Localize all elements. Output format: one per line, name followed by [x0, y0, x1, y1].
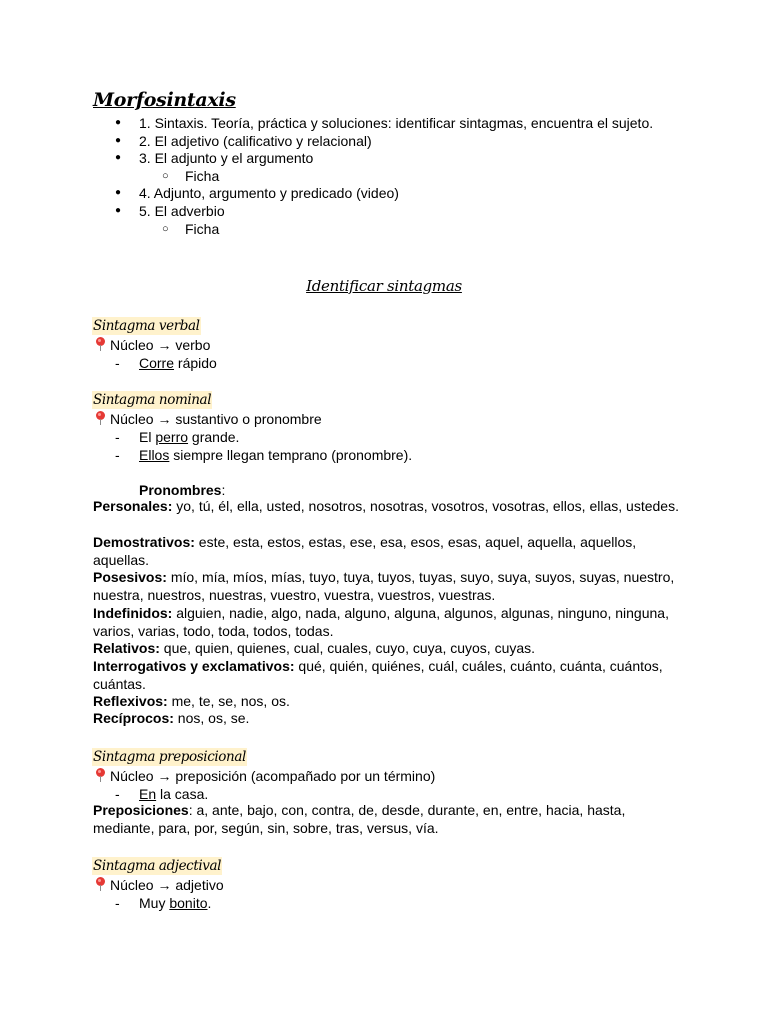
- nucleus-text: Núcleo → adjetivo: [110, 877, 224, 893]
- example-line: [139, 785, 208, 803]
- pronoun-category: [93, 569, 683, 604]
- list-item: 4. Adjunto, argumento y predicado (video): [139, 185, 399, 201]
- pronoun-list: me, te, se, nos, os.: [167, 693, 290, 709]
- bullet-icon: ●: [115, 117, 122, 128]
- dash-icon: -: [115, 447, 120, 463]
- pushpin-icon: [93, 876, 110, 892]
- document-title: Morfosintaxis: [93, 89, 236, 111]
- sub-bullet-icon: ○: [162, 170, 169, 182]
- nucleus-line: [93, 336, 210, 354]
- bullet-icon: ●: [115, 205, 122, 216]
- pronoun-category: [93, 534, 683, 569]
- nucleus-line: [93, 767, 435, 785]
- sub-list-item: Ficha: [185, 221, 220, 237]
- pronombres-label: Pronombres: [139, 482, 222, 498]
- heading-sintagma-adjectival: Sintagma adjectival: [93, 858, 222, 874]
- pronoun-category: [93, 693, 683, 711]
- example-nucleus: perro: [155, 429, 189, 445]
- pronoun-label: Demostrativos:: [93, 534, 195, 550]
- example-nucleus: Corre: [139, 355, 175, 371]
- example-nucleus: bonito: [169, 895, 208, 911]
- example-line: [139, 894, 211, 912]
- pronoun-label: Posesivos:: [93, 569, 167, 585]
- pronoun-list: mío, mía, míos, mías, tuyo, tuya, tuyos, tuyas, suyo, suya, suyos, suyas, nuestro, nuestra, nuestros, nuestras, vuestro, vuestra, vuestros, vuestras.: [93, 569, 675, 603]
- example-rest: rápido: [174, 355, 217, 371]
- pronoun-list: qué, quién, quiénes, cuál, cuáles, cuánto, cuánta, cuántos, cuántas.: [93, 658, 663, 692]
- bullet-icon: ●: [115, 187, 122, 198]
- pronoun-list: yo, tú, él, ella, usted, nosotros, nosotras, vosotros, vosotras, ellos, ellas, ustedes.: [172, 498, 679, 514]
- nucleus-text: Núcleo → sustantivo o pronombre: [110, 411, 322, 427]
- pronoun-label: Personales:: [93, 498, 173, 514]
- heading-sintagma-verbal: Sintagma verbal: [93, 318, 200, 334]
- pronoun-label: Relativos:: [93, 640, 160, 656]
- dash-icon: -: [115, 355, 120, 371]
- pronombres-heading: [139, 481, 225, 499]
- list-item: 5. El adverbio: [139, 203, 225, 219]
- dash-icon: -: [115, 786, 120, 802]
- bullet-icon: ●: [115, 135, 122, 146]
- pronoun-category: [93, 658, 683, 693]
- pronoun-label: Interrogativos y exclamativos:: [93, 658, 295, 674]
- pronoun-label: Indefinidos:: [93, 605, 173, 621]
- example-line: [139, 354, 217, 372]
- example-rest: .: [207, 895, 212, 911]
- pronoun-label: Reflexivos:: [93, 693, 168, 709]
- pronoun-category: [93, 605, 683, 640]
- example-nucleus: Ellos: [139, 447, 170, 463]
- nucleus-text: Núcleo → preposición (acompañado por un término): [110, 768, 436, 784]
- list-item: 2. El adjetivo (calificativo y relacional): [139, 133, 372, 149]
- example-line: [139, 428, 239, 446]
- preposiciones-label: Preposiciones: [93, 802, 189, 818]
- list-item: 1. Sintaxis. Teoría, práctica y soluciones: identificar sintagmas, encuentra el sujeto.: [139, 115, 654, 131]
- section-title: Identificar sintagmas: [306, 277, 462, 295]
- pronoun-label: Recíprocos:: [93, 710, 174, 726]
- dash-icon: -: [115, 895, 120, 911]
- bullet-icon: ●: [115, 152, 122, 163]
- example-rest: grande.: [188, 429, 240, 445]
- pronoun-list: que, quien, quienes, cual, cuales, cuyo, cuya, cuyos, cuyas.: [159, 640, 536, 656]
- example-rest: la casa.: [156, 786, 209, 802]
- pushpin-icon: [93, 336, 110, 352]
- preposiciones-list: : a, ante, bajo, con, contra, de, desde, durante, en, entre, hacia, hasta, mediante, para, por, según, sin, sobre, tras, versus, vía.: [93, 802, 626, 836]
- nucleus-line: [93, 410, 322, 428]
- example-nucleus: En: [139, 786, 157, 802]
- example-line: [139, 446, 412, 464]
- sub-list-item: Ficha: [185, 168, 220, 184]
- example-rest: siempre llegan temprano (pronombre).: [169, 447, 413, 463]
- pronoun-list: este, esta, estos, estas, ese, esa, esos, esas, aquel, aquella, aquellos, aquellas.: [93, 534, 637, 568]
- nucleus-text: Núcleo → verbo: [110, 337, 211, 353]
- pronoun-list: nos, os, se.: [173, 710, 250, 726]
- heading-sintagma-nominal: Sintagma nominal: [93, 392, 212, 408]
- list-item: 3. El adjunto y el argumento: [139, 150, 314, 166]
- pronoun-category: [93, 640, 683, 658]
- nucleus-line: [93, 876, 224, 894]
- example-pre: Muy: [139, 895, 170, 911]
- pronoun-list: alguien, nadie, algo, nada, alguno, alguna, algunos, algunas, ninguno, ninguna, varios, varias, todo, toda, todos, todas.: [93, 605, 669, 639]
- example-pre: El: [139, 429, 156, 445]
- pronombres-colon: :: [221, 482, 226, 498]
- pushpin-icon: [93, 410, 110, 426]
- pronoun-category: [93, 498, 683, 516]
- pronoun-category: [93, 710, 683, 728]
- pushpin-icon: [93, 767, 110, 783]
- dash-icon: -: [115, 429, 120, 445]
- preposiciones-line: [93, 802, 683, 837]
- sub-bullet-icon: ○: [162, 223, 169, 235]
- heading-sintagma-preposicional: Sintagma preposicional: [93, 749, 246, 765]
